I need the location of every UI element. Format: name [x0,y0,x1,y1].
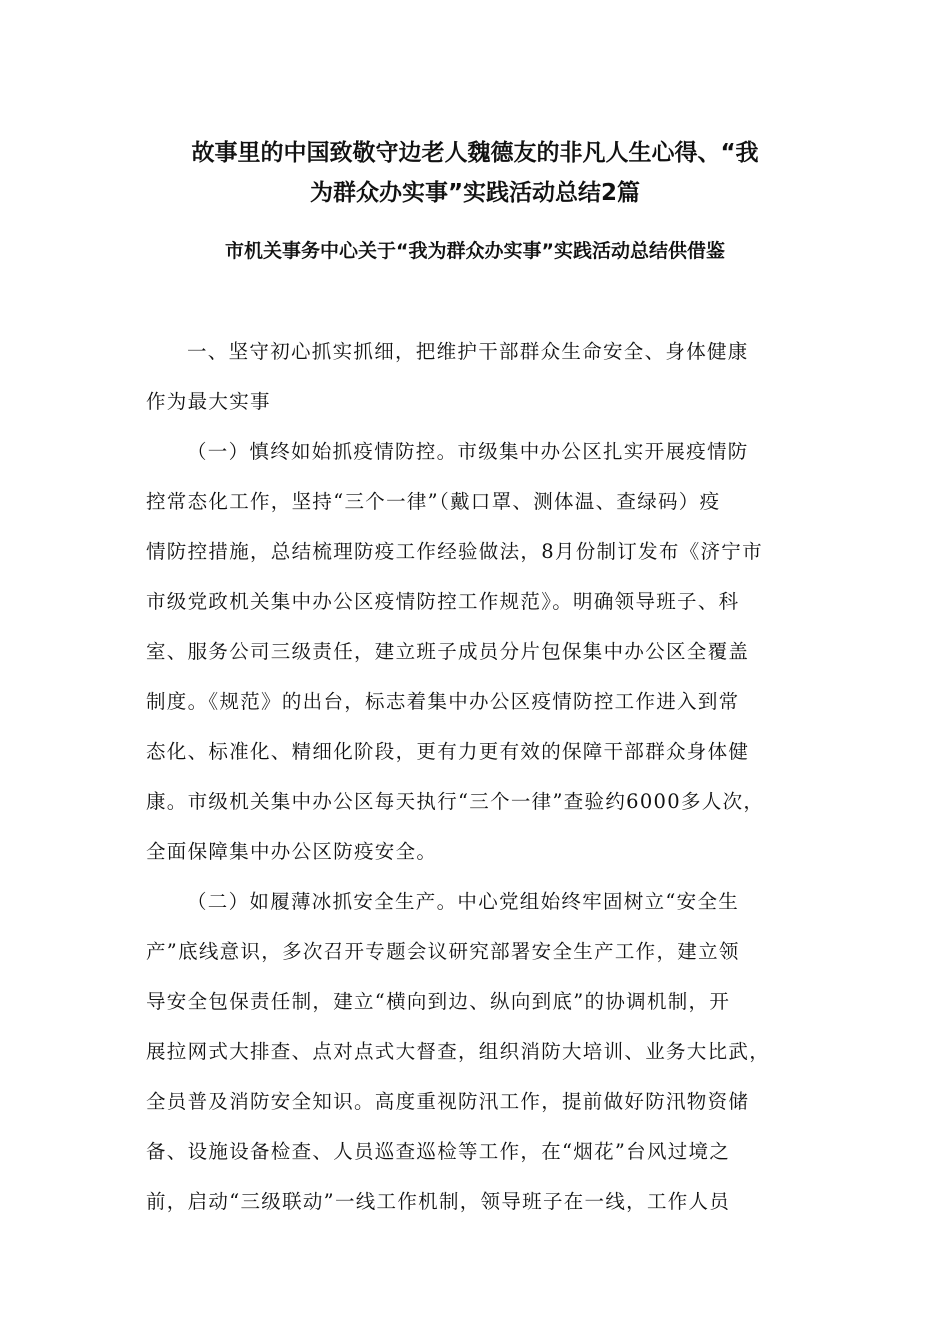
document-title-line-2: 为群众办实事”实践活动总结2篇 [309,180,641,206]
body-line: 全员普及消防安全知识。高度重视防汛工作，提前做好防汛物资储 [146,1090,750,1113]
body-line: 导安全包保责任制，建立“横向到边、纵向到底”的协调机制，开 [146,990,731,1013]
body-line: 作为最大实事 [146,390,271,413]
body-line: 展拉网式大排查、点对点式大督查，组织消防大培训、业务大比武， [146,1040,771,1063]
body-line: 控常态化工作，坚持“三个一律”（戴口罩、测体温、查绿码）疫 [146,490,721,513]
body-line: 一、坚守初心抓实抓细，把维护干部群众生命安全、身体健康 [187,340,749,363]
body-line: 备、设施设备检查、人员巡查巡检等工作，在“烟花”台风过境之 [146,1140,731,1163]
body-line: 全面保障集中办公区防疫安全。 [146,840,438,863]
body-line: （一）慎终如始抓疫情防控。市级集中办公区扎实开展疫情防 [187,440,749,463]
body-line: 态化、标准化、精细化阶段，更有力更有效的保障干部群众身体健 [146,740,750,763]
body-line: （二）如履薄冰抓安全生产。中心党组始终牢固树立“安全生 [187,890,740,913]
body-line: 制度。《规范》的出台，标志着集中办公区疫情防控工作进入到常 [146,690,740,713]
document-title-line-1: 故事里的中国致敬守边老人魏德友的非凡人生心得、“我 [191,140,759,166]
document-body [146,336,822,1236]
body-line: 前，启动“三级联动”一线工作机制，领导班子在一线，工作人员 [146,1190,731,1213]
document-subtitle: 市机关事务中心关于“我为群众办实事”实践活动总结供借鉴 [225,240,725,262]
body-line: 室、服务公司三级责任，建立班子成员分片包保集中办公区全覆盖 [146,640,750,663]
body-line: 市级党政机关集中办公区疫情防控工作规范》。明确领导班子、科 [146,590,740,613]
body-line: 情防控措施，总结梳理防疫工作经验做法，8月份制订发布《济宁市 [146,540,763,563]
body-line: 康。市级机关集中办公区每天执行“三个一律”查验约6000多人次， [146,790,765,813]
body-line: 产”底线意识，多次召开专题会议研究部署安全生产工作，建立领 [146,940,740,963]
